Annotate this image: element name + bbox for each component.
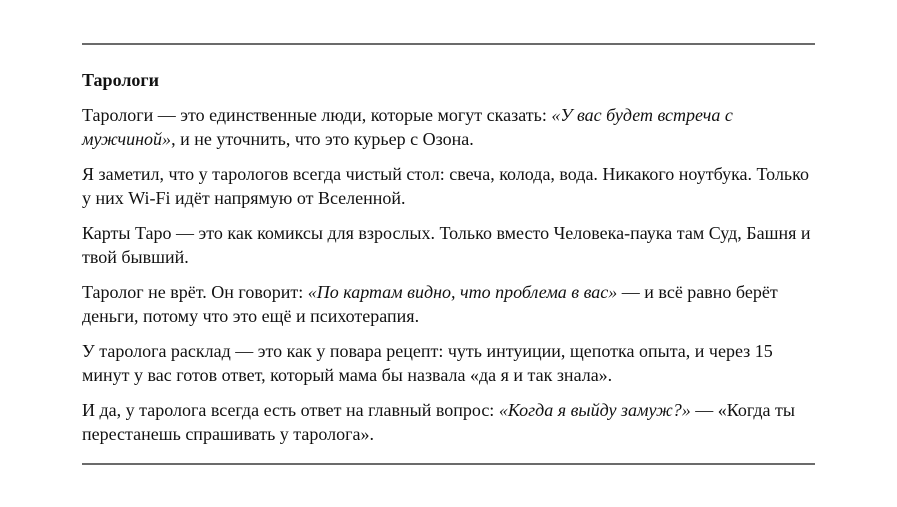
top-divider [82,43,815,45]
paragraph-text: Карты Таро — это как комиксы для взрослых. Только вместо Человека-паука там Суд, Башня и твой бывший. [82,223,811,267]
paragraph-text: У таролога расклад — это как у повара рецепт: чуть интуиции, щепотка опыта, и через 15 минут у вас готов ответ, который мама бы назвала «да я и так знала». [82,341,773,385]
paragraph [82,221,815,269]
paragraph-text: — и всё равно берёт деньги, потому что это ещё и психотерапия. [82,282,778,326]
paragraph [82,162,815,210]
paragraph [82,339,815,387]
paragraph [82,103,815,151]
paragraph [82,398,815,446]
quote-text: «Когда я выйду замуж?» [498,400,691,420]
article-title: Тарологи [82,70,159,90]
paragraph [82,280,815,328]
quote-text: «По картам видно, что проблема в вас» [307,282,618,302]
bottom-divider [82,463,815,465]
quote-text: «У вас будет встреча с мужчиной» [82,105,733,149]
paragraph-text: — «Когда ты перестанешь спрашивать у таролога». [82,400,795,444]
article-body [82,103,815,446]
paragraph-text: Тарологи — это единственные люди, которые могут сказать: [82,105,552,125]
paragraph-text: , и не уточнить, что это курьер с Озона. [171,129,474,149]
paragraph-text: И да, у таролога всегда есть ответ на главный вопрос: [82,400,499,420]
paragraph-text: Я заметил, что у тарологов всегда чистый стол: свеча, колода, вода. Никакого ноутбука. Только у них Wi-Fi идёт напрямую от Вселенной. [82,164,809,208]
paragraph-text: Таролог не врёт. Он говорит: [82,282,308,302]
article [82,43,815,465]
